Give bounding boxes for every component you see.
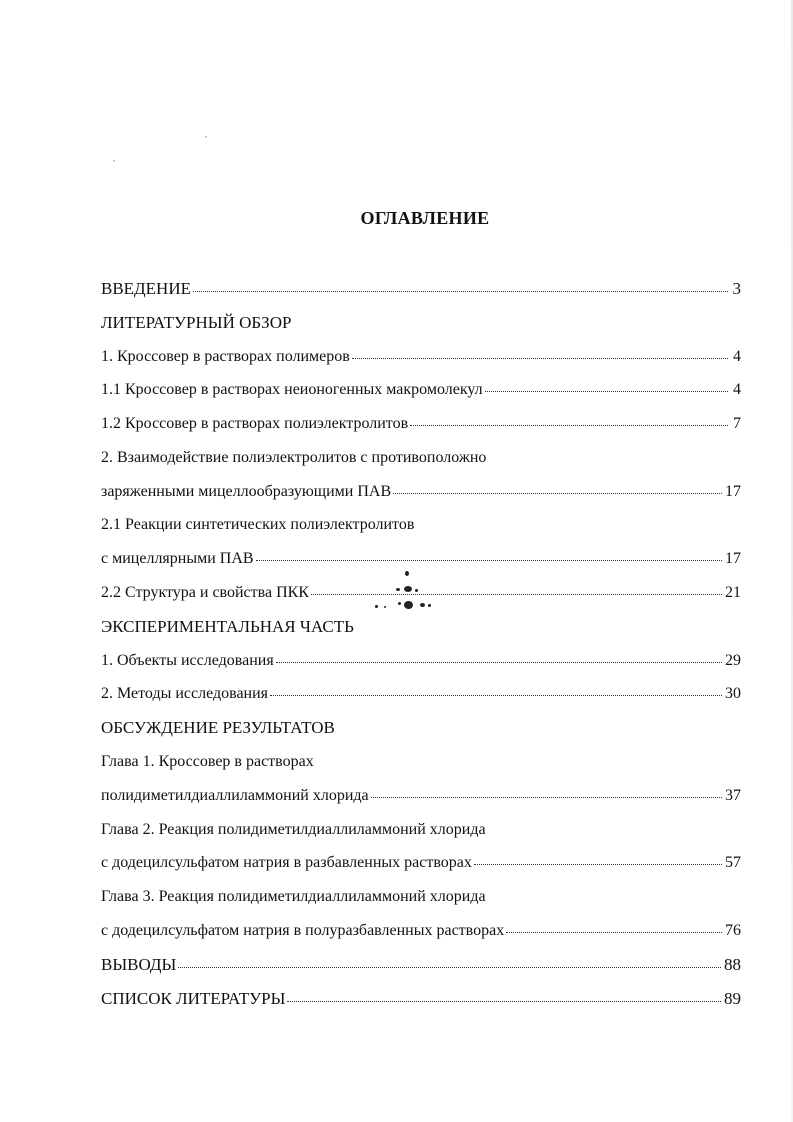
- toc-entry[interactable]: [101, 482, 741, 502]
- toc-page-number: 21: [725, 584, 741, 601]
- toc-page-number: 29: [725, 652, 741, 669]
- dot-leader: [352, 358, 728, 359]
- toc-entry-text: 2. Взаимодействие полиэлектролитов с противоположно: [101, 449, 487, 466]
- toc-entry-text: 2. Методы исследования: [101, 685, 269, 702]
- toc-page-number: 17: [725, 483, 741, 500]
- toc-entry[interactable]: [101, 549, 741, 569]
- toc-entry[interactable]: [101, 684, 741, 704]
- toc-entry-text: Глава 1. Кроссовер в растворах: [101, 753, 314, 770]
- scan-speck: [113, 160, 115, 162]
- toc-entry-line: [101, 752, 741, 772]
- page-title: ОГЛАВЛЕНИЕ: [360, 208, 490, 228]
- toc-entry-text: с додецилсульфатом натрия в разбавленных растворах: [101, 854, 472, 871]
- toc-page-number: 4: [733, 381, 741, 398]
- toc-entry[interactable]: [101, 921, 741, 941]
- dot-leader: [371, 797, 722, 798]
- toc-entry-references[interactable]: [101, 989, 741, 1009]
- toc-entry-introduction[interactable]: [101, 279, 741, 299]
- toc-entry-text: 1. Объекты исследования: [101, 652, 274, 669]
- dot-leader: [178, 967, 721, 968]
- toc-entry-text: ЭКСПЕРИМЕНТАЛЬНАЯ ЧАСТЬ: [101, 617, 354, 636]
- dot-leader: [485, 391, 728, 392]
- toc-entry-line: [101, 515, 741, 535]
- toc-page-number: 17: [725, 550, 741, 567]
- toc-entry[interactable]: [101, 414, 741, 434]
- toc-section-discussion: [101, 718, 741, 738]
- dot-leader: [276, 662, 722, 663]
- toc-page-number: 37: [725, 787, 741, 804]
- toc-page-number: 3: [732, 279, 741, 298]
- toc-entry-text: с мицеллярными ПАВ: [101, 550, 254, 567]
- toc-entry-text: Глава 3. Реакция полидиметилдиаллиламмоний хлорида: [101, 888, 486, 905]
- toc-page-number: 88: [724, 955, 741, 974]
- toc-entry-text: 1.2 Кроссовер в растворах полиэлектролитов: [101, 415, 409, 432]
- toc-entry-text: 1.1 Кроссовер в растворах неионогенных макромолекул: [101, 381, 483, 398]
- toc-entry-text: Глава 2. Реакция полидиметилдиаллиламмоний хлорида: [101, 821, 486, 838]
- toc-page-number: 4: [733, 348, 741, 365]
- dot-leader: [311, 594, 722, 595]
- toc-page-number: 57: [725, 854, 741, 871]
- dot-leader: [393, 493, 722, 494]
- toc-entry-text: ВВЕДЕНИЕ: [101, 279, 191, 298]
- toc-entry[interactable]: [101, 583, 741, 603]
- toc-entry-text: 1. Кроссовер в растворах полимеров: [101, 348, 350, 365]
- dot-leader: [287, 1001, 721, 1002]
- dot-leader: [506, 932, 722, 933]
- toc-page-number: 76: [725, 922, 741, 939]
- dot-leader: [474, 864, 722, 865]
- toc-section-literature-review: [101, 313, 741, 333]
- toc-entry-text: ВЫВОДЫ: [101, 955, 177, 974]
- dot-leader: [270, 695, 722, 696]
- dot-leader: [193, 291, 728, 292]
- toc-entry-line: [101, 887, 741, 907]
- toc-entry-text: заряженными мицеллообразующими ПАВ: [101, 483, 392, 500]
- toc-entry-text: 2.2 Структура и свойства ПКК: [101, 584, 309, 601]
- toc-entry[interactable]: [101, 651, 741, 671]
- toc-entry-text: полидиметилдиаллиламмоний хлорида: [101, 787, 369, 804]
- toc-entry-text: СПИСОК ЛИТЕРАТУРЫ: [101, 989, 286, 1008]
- dot-leader: [410, 425, 728, 426]
- toc-entry-conclusions[interactable]: [101, 955, 741, 975]
- toc-page-number: 30: [725, 685, 741, 702]
- toc-entry-text: 2.1 Реакции синтетических полиэлектролитов: [101, 516, 415, 533]
- toc-entry-text: ЛИТЕРАТУРНЫЙ ОБЗОР: [101, 313, 292, 332]
- toc-entry-line: [101, 448, 741, 468]
- toc-entry[interactable]: [101, 380, 741, 400]
- toc-section-experimental: [101, 617, 741, 637]
- toc-entry-line: [101, 820, 741, 840]
- toc-entry[interactable]: [101, 786, 741, 806]
- dot-leader: [256, 560, 722, 561]
- toc-entry-text: ОБСУЖДЕНИЕ РЕЗУЛЬТАТОВ: [101, 718, 335, 737]
- scan-speck: [205, 136, 207, 138]
- toc-entry[interactable]: [101, 347, 741, 367]
- toc-entry-text: с додецилсульфатом натрия в полуразбавленных растворах: [101, 922, 505, 939]
- toc-entry[interactable]: [101, 853, 741, 873]
- toc-page-number: 89: [724, 989, 741, 1008]
- toc-page-number: 7: [733, 415, 741, 432]
